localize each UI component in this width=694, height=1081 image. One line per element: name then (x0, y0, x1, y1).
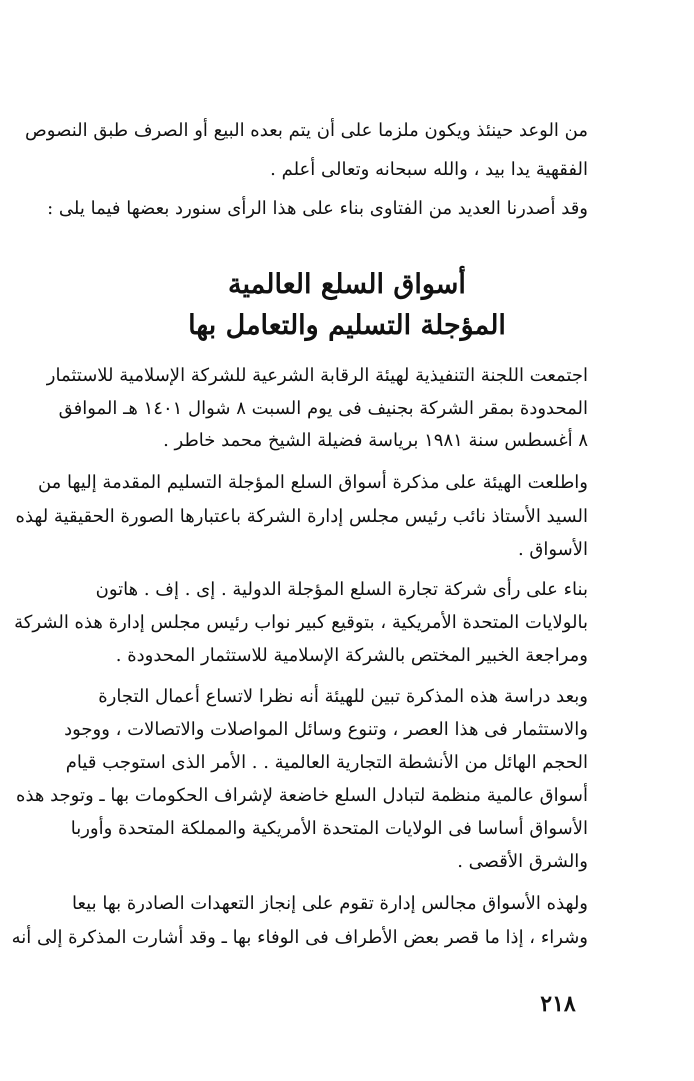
body-text-line: الحجم الهائل من الأنشطة التجارية العالمية . . الأمر الذى استوجب قيام (65, 752, 588, 773)
body-text-line: ولهذه الأسواق مجالس إدارة تقوم على إنجاز التعهدات الصادرة بها بيعا (72, 893, 588, 914)
intro-text-line: من الوعد حينئذ ويكون ملزما على أن يتم بعده البيع أو الصرف طبق النصوص (25, 120, 588, 141)
body-text-line: وشراء ، إذا ما قصر بعض الأطراف فى الوفاء بها ـ وقد أشارت المذكرة إلى أنه (11, 927, 588, 948)
body-text-line: والشرق الأقصى . (457, 851, 588, 872)
body-text-line: أسواق عالمية منظمة لتبادل السلع خاضعة لإشراف الحكومات بها ـ وتوجد هذه (16, 785, 588, 806)
body-text-line: وبعد دراسة هذه المذكرة تبين للهيئة أنه نظرا لاتساع أعمال التجارة (98, 686, 588, 707)
body-text-line: ومراجعة الخبير المختص بالشركة الإسلامية للاستثمار المحدودة . (115, 645, 588, 666)
body-text-line: بناء على رأى شركة تجارة السلع المؤجلة الدولية . إى . إف . هاتون (95, 579, 588, 600)
body-text-line: السيد الأستاذ نائب رئيس مجلس إدارة الشركة باعتبارها الصورة الحقيقية لهذه (15, 506, 588, 527)
body-text-line: بالولايات المتحدة الأمريكية ، بتوقيع كبير نواب رئيس مجلس إدارة هذه الشركة (14, 612, 588, 633)
page-number: ٢١٨ (540, 991, 576, 1017)
intro-text-line: وقد أصدرنا العديد من الفتاوى بناء على هذا الرأى سنورد بعضها فيما يلى : (47, 198, 588, 219)
body-text-line: واطلعت الهيئة على مذكرة أسواق السلع المؤجلة التسليم المقدمة إليها من (37, 472, 588, 493)
section-title-line-2: المؤجلة التسليم والتعامل بها (188, 310, 506, 341)
section-title-line-1: أسواق السلع العالمية (228, 269, 466, 300)
body-text-line: والاستثمار فى هذا العصر ، وتنوع وسائل المواصلات والاتصالات ، ووجود (64, 719, 588, 740)
body-text-line: الأسواق أساسا فى الولايات المتحدة الأمريكية والمملكة المتحدة وأوربا (70, 818, 588, 839)
body-text-line: ٨ أغسطس سنة ١٩٨١ برياسة فضيلة الشيخ محمد خاطر . (163, 430, 588, 451)
intro-text-line: الفقهية يدا بيد ، والله سبحانه وتعالى أعلم . (270, 159, 588, 180)
body-text-line: الأسواق . (517, 539, 588, 560)
body-text-line: اجتمعت اللجنة التنفيذية لهيئة الرقابة الشرعية للشركة الإسلامية للاستثمار (46, 365, 588, 386)
body-text-line: المحدودة بمقر الشركة بجنيف فى يوم السبت ٨ شوال ١٤٠١ هـ الموافق (58, 398, 588, 419)
